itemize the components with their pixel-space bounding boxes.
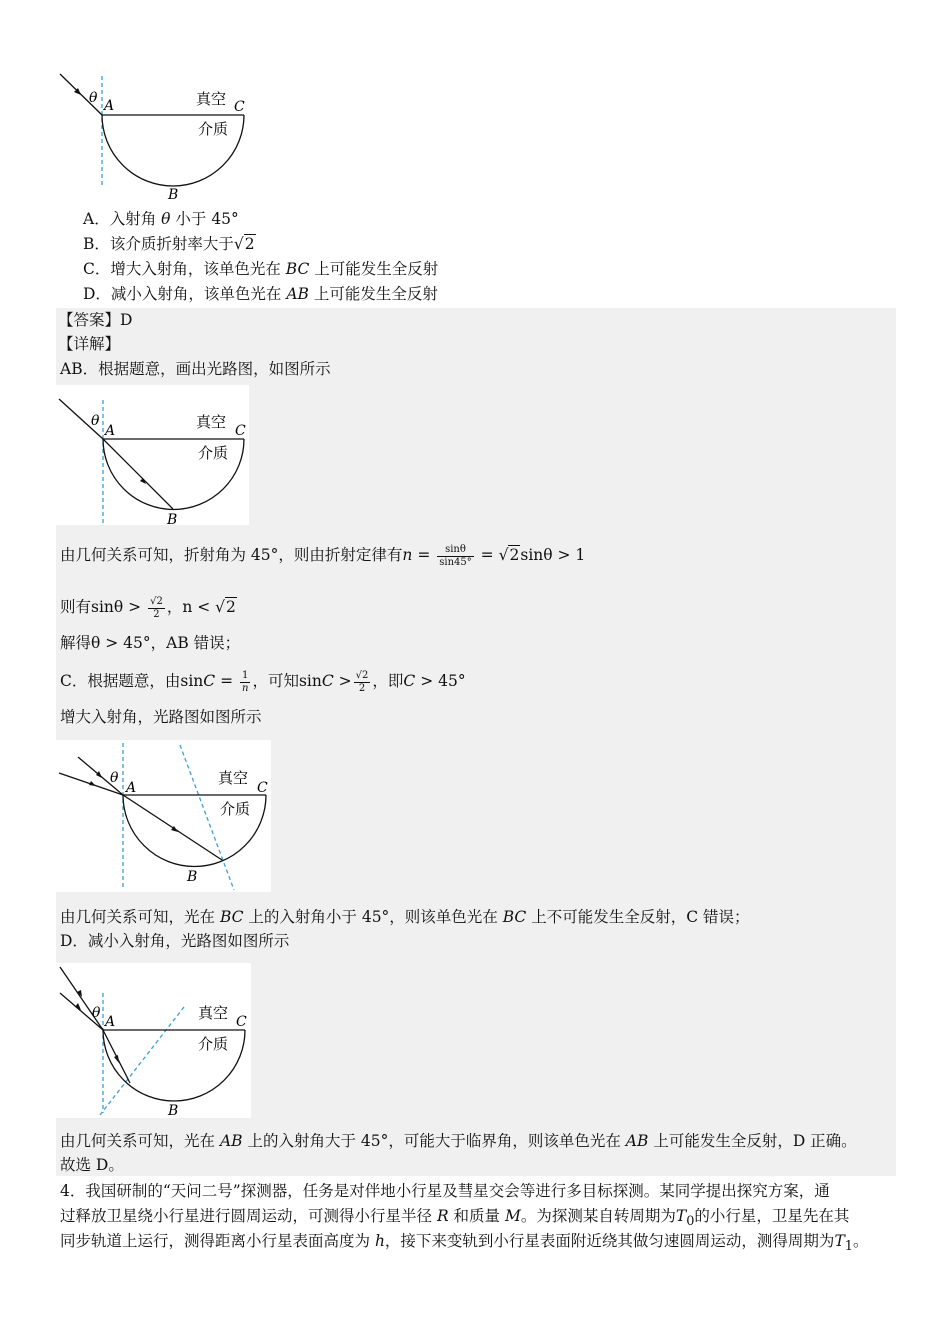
svg-text:C: C xyxy=(257,780,268,796)
svg-text:A: A xyxy=(105,1014,116,1030)
option-d: D．减小入射角，该单色光在 AB 上可能发生全反射 xyxy=(83,285,438,303)
choose-line: 故选 D。 xyxy=(60,1156,124,1174)
figure-ab xyxy=(56,385,249,525)
point-c-label: C xyxy=(234,99,245,115)
medium-label: 介质 xyxy=(198,120,229,138)
svg-text:C: C xyxy=(236,1014,247,1030)
svg-text:θ: θ xyxy=(91,413,100,429)
svg-text:介质: 介质 xyxy=(198,444,229,462)
ab-intro: AB．根据题意，画出光路图，如图所示 xyxy=(60,360,331,378)
point-a-label: A xyxy=(104,98,115,114)
figure-c xyxy=(56,740,271,892)
question-figure xyxy=(56,68,256,208)
vacuum-label: 真空 xyxy=(196,90,227,108)
svg-text:θ: θ xyxy=(110,770,119,786)
svg-text:介质: 介质 xyxy=(220,800,251,818)
d-intro: D．减小入射角，光路图如图所示 xyxy=(60,932,290,950)
then-line: 则有sinθ > $\frac{√2}{2}$ ，n < √2 xyxy=(60,595,236,620)
c-line: C．根据题意，由sinC = $\frac{1}{n}$ ，可知sinC > $\frac{√2}{2}$ ，即C > 45° xyxy=(60,669,466,694)
svg-text:B: B xyxy=(167,512,178,525)
svg-text:真空: 真空 xyxy=(198,1004,229,1022)
svg-text:介质: 介质 xyxy=(198,1035,229,1053)
svg-text:C: C xyxy=(235,423,246,439)
svg-text:A: A xyxy=(126,780,137,796)
d-conclusion: 由几何关系可知，光在 AB 上的入射角大于 45°，可能大于临界角，则该单色光在 AB 上可能发生全反射，D 正确。 xyxy=(60,1132,857,1150)
solve-line: 解得θ > 45°，AB 错误； xyxy=(60,634,241,652)
theta-label: θ xyxy=(89,90,98,106)
svg-text:真空: 真空 xyxy=(218,769,249,787)
q4-line1: 4．我国研制的“天问二号”探测器，任务是对伴地小行星及彗星交会等进行多目标探测。某同学提出探究方案，通 xyxy=(60,1182,830,1200)
option-c: C．增大入射角，该单色光在 BC 上可能发生全反射 xyxy=(83,260,439,278)
svg-text:B: B xyxy=(168,1103,179,1118)
answer-line: 【答案】D xyxy=(58,311,133,329)
q4-line3: 同步轨道上运行，测得距离小行星表面高度为 h，接下来变轨到小行星表面附近绕其做匀速圆周运动，测得周期为$T_1$。 xyxy=(60,1232,869,1255)
detail-label: 【详解】 xyxy=(58,335,121,353)
c-conclusion: 由几何关系可知，光在 BC 上的入射角小于 45°，则该单色光在 BC 上不可能发生全反射，C 错误； xyxy=(60,908,750,926)
figure-d xyxy=(56,963,251,1118)
refraction-line: 由几何关系可知，折射角为 45°，则由折射定律有n = $\frac{\sin\theta}{\sin 45^\circ}$ = √2sinθ > 1 xyxy=(60,543,586,568)
c-increase-line: 增大入射角，光路图如图所示 xyxy=(60,708,262,726)
option-a: A．入射角 θ 小于 45° xyxy=(83,210,239,228)
svg-text:真空: 真空 xyxy=(196,413,227,431)
q4-line2: 过释放卫星绕小行星进行圆周运动，可测得小行星半径 R 和质量 M。为探测某自转周期为$T_0$的小行星，卫星先在其 xyxy=(60,1207,850,1230)
point-b-label: B xyxy=(168,187,179,203)
option-b: B．该介质折射率大于√2 xyxy=(83,235,255,253)
svg-text:B: B xyxy=(187,869,198,885)
svg-text:θ: θ xyxy=(92,1005,101,1021)
svg-text:A: A xyxy=(105,423,116,439)
